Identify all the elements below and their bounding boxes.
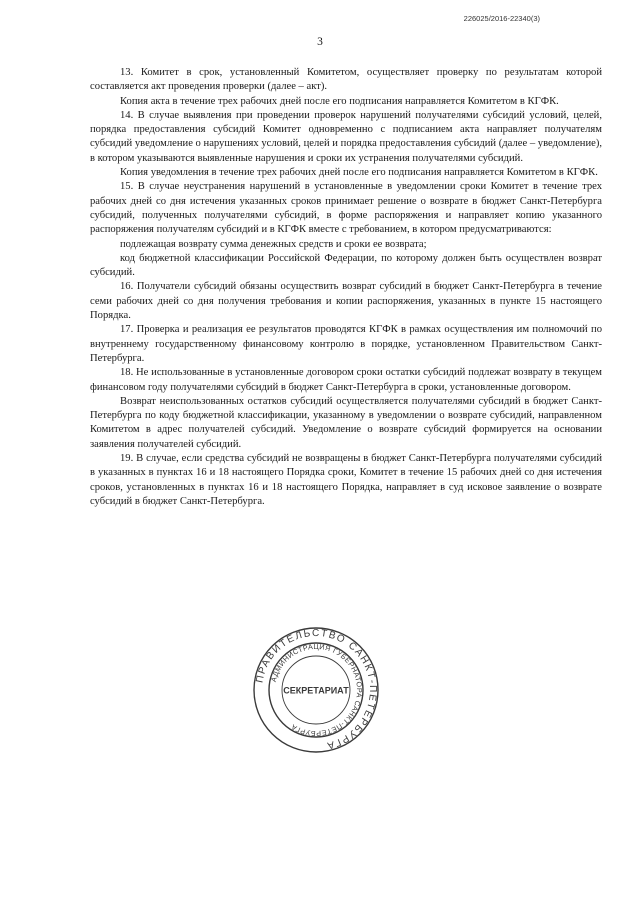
page-number: 3 <box>317 36 323 48</box>
paragraph-13-copy: Копия акта в течение трех рабочих дней после его подписания направляется Комитетом в КГФК. <box>120 95 559 107</box>
paragraph-14: 14. В случае выявления при проведении проверок нарушений получателями субсидий условий, целей, порядка предоставления субсидий Комитет одновременно с подписанием акта направляет получателям субсидий уведомление о нарушениях условий, целей и порядка предоставления субсидий (далее – уведомление), в котором указываются выявленные нарушения и сроки их устранения получателями субсидий. <box>90 109 602 164</box>
stamp-center-text: СЕКРЕТАРИАТ <box>283 685 349 696</box>
paragraph-14-copy: Копия уведомления в течение трех рабочих дней после его подписания направляется Комитетом в КГФК. <box>120 167 598 179</box>
stamp-seal-icon <box>252 626 380 754</box>
paragraph-15-item-2: код бюджетной классификации Российской Федерации, по которому должен быть осуществлен возврат субсидий. <box>90 252 602 279</box>
paragraph-18-return: Возврат неиспользованных остатков субсидий осуществляется получателями субсидий в бюджет Санкт-Петербурга по коду бюджетной классификации, указанному в уведомлении о возврате субсидий, направленном Комитетом в адрес получателей субсидий. Уведомление о возврате субсидий формируется на основании заявления получателей субсидий. <box>90 395 602 450</box>
paragraph-18: 18. Не использованные в установленные договором сроки остатки субсидий подлежат возврату в текущем финансовом году получателями субсидий в бюджет Санкт-Петербурга в сроки, установленные договором. <box>90 367 602 393</box>
paragraph-16: 16. Получатели субсидий обязаны осуществить возврат субсидий в бюджет Санкт-Петербурга в течение семи рабочих дней со дня получения требования и копии распоряжения, указанных в пункте 15 настоящего Порядка. <box>90 281 602 322</box>
stamp-outer-text: ПРАВИТЕЛЬСТВО САНКТ-ПЕТЕРБУРГА <box>254 627 379 752</box>
official-stamp <box>252 626 380 754</box>
paragraph-15-item-1: подлежащая возврату сумма денежных средств и сроки ее возврата; <box>120 238 427 250</box>
paragraph-19: 19. В случае, если средства субсидий не возвращены в бюджет Санкт-Петербурга получателями субсидий в указанных в пунктах 16 и 18 настоящего Порядка сроки, Комитет в течение 15 рабочих дней со дня истечения сроков, установленных в пунктах 16 и 18 настоящего Порядка, направляет в суд исковое заявление о возврате субсидий в бюджет Санкт-Петербурга. <box>90 453 602 507</box>
paragraph-15: 15. В случае неустранения нарушений в установленные в уведомлении сроки Комитет в течение трех рабочих дней со дня истечения указанных сроков принимает решение о возврате в бюджет Санкт-Петербурга субсидий, полученных получателями субсидий, в форме распоряжения и направляет копию указанного распоряжения получателям субсидий и в КГФК вместе с требованием, в котором предусматриваются: <box>90 181 602 236</box>
paragraph-13: 13. Комитет в срок, установленный Комитетом, осуществляет проверку по результатам которой составляется акт проведения проверки (далее – акт). <box>90 67 602 93</box>
paragraph-17: 17. Проверка и реализация ее результатов проводятся КГФК в рамках осуществления им полномочий по внутреннему государственному финансовому контролю в порядке, установленном Правительством Санкт-Петербурга. <box>90 324 602 364</box>
document-body <box>90 66 602 509</box>
document-number: 226025/2016-22340(3) <box>463 14 540 23</box>
stamp-inner-text: АДМИНИСТРАЦИЯ ГУБЕРНАТОРА САНКТ-ПЕТЕРБУРГА <box>268 641 365 739</box>
